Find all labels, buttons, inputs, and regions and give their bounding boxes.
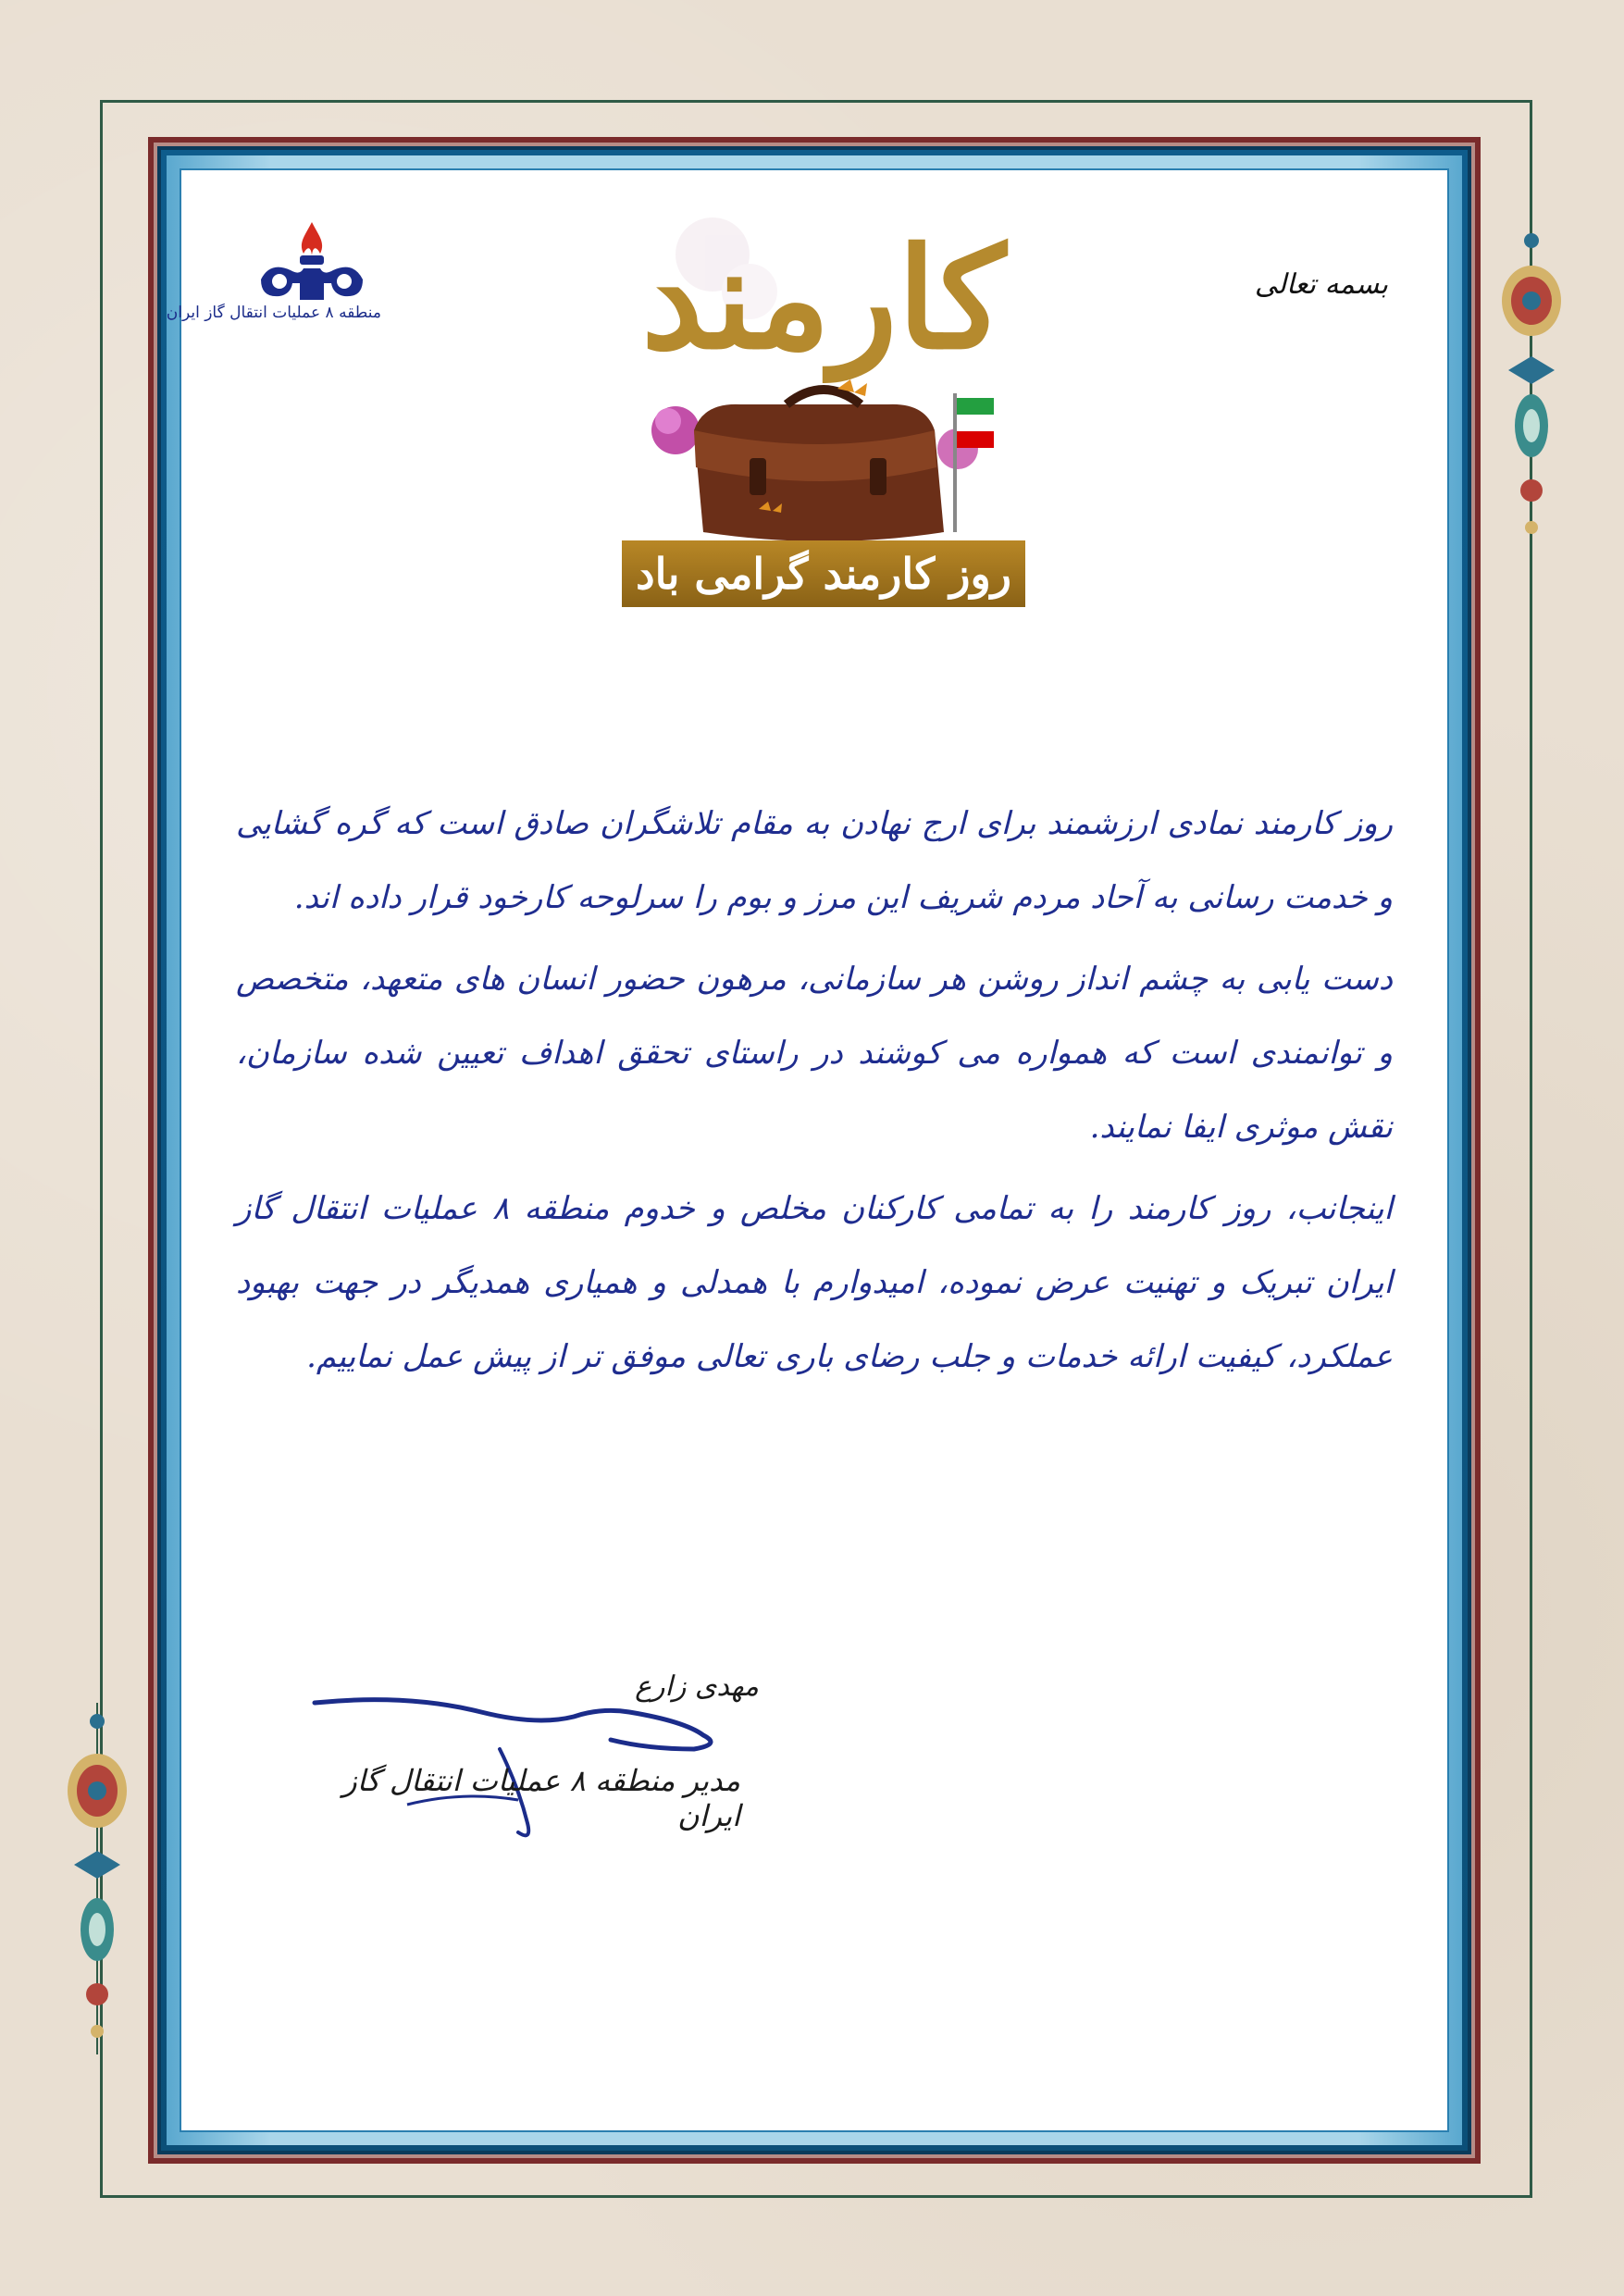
logo-caption: منطقه ۸ عملیات انتقال گاز ایران [166,304,381,322]
signatory-title: مدیر منطقه ۸ عملیات انتقال گاز ایران [342,1763,740,1833]
body-paragraph-2: دست یابی به چشم انداز روشن هر سازمانی، مرهون حضور انسان های متعهد، متخصص و توانمندی است که همواره می کوشند در راستای تحقق اهداف تعیین شده سازمان، نقش موثری ایفا نمایند. [236,961,1394,1146]
banner-caption: روز کارمند گرامی باد [622,540,1025,607]
signatory-name: مهدی زارع [635,1670,759,1703]
banner-title-art: کارمند [641,217,1006,380]
left-ornament-icon [65,1703,130,2054]
body-paragraph-1: روز کارمند نمادی ارزشمند برای ارج نهادن به مقام تلاشگران صادق است که گره گشایی و خدمت رسانی به آحاد مردم شریف این مرز و بوم را سرلوحه کارخود قرار داده اند. [236,805,1393,916]
body-paragraph-3: اینجانب، روز کارمند را به تمامی کارکنان مخلص و خدوم منطقه ۸ عملیات انتقال گاز ایران تبریک و تهنیت عرض نموده، امیدوارم با همدلی و همیاری همدیگر در جهت بهبود عملکرد، کیفیت ارائه خدمات و جلب رضای باری تعالی موفق تر از پیش عمل نماییم. [236,1190,1393,1375]
right-ornament-icon [1499,222,1564,574]
besmeh-heading: بسمه تعالی [1254,268,1388,301]
letter-body [236,787,1393,1394]
